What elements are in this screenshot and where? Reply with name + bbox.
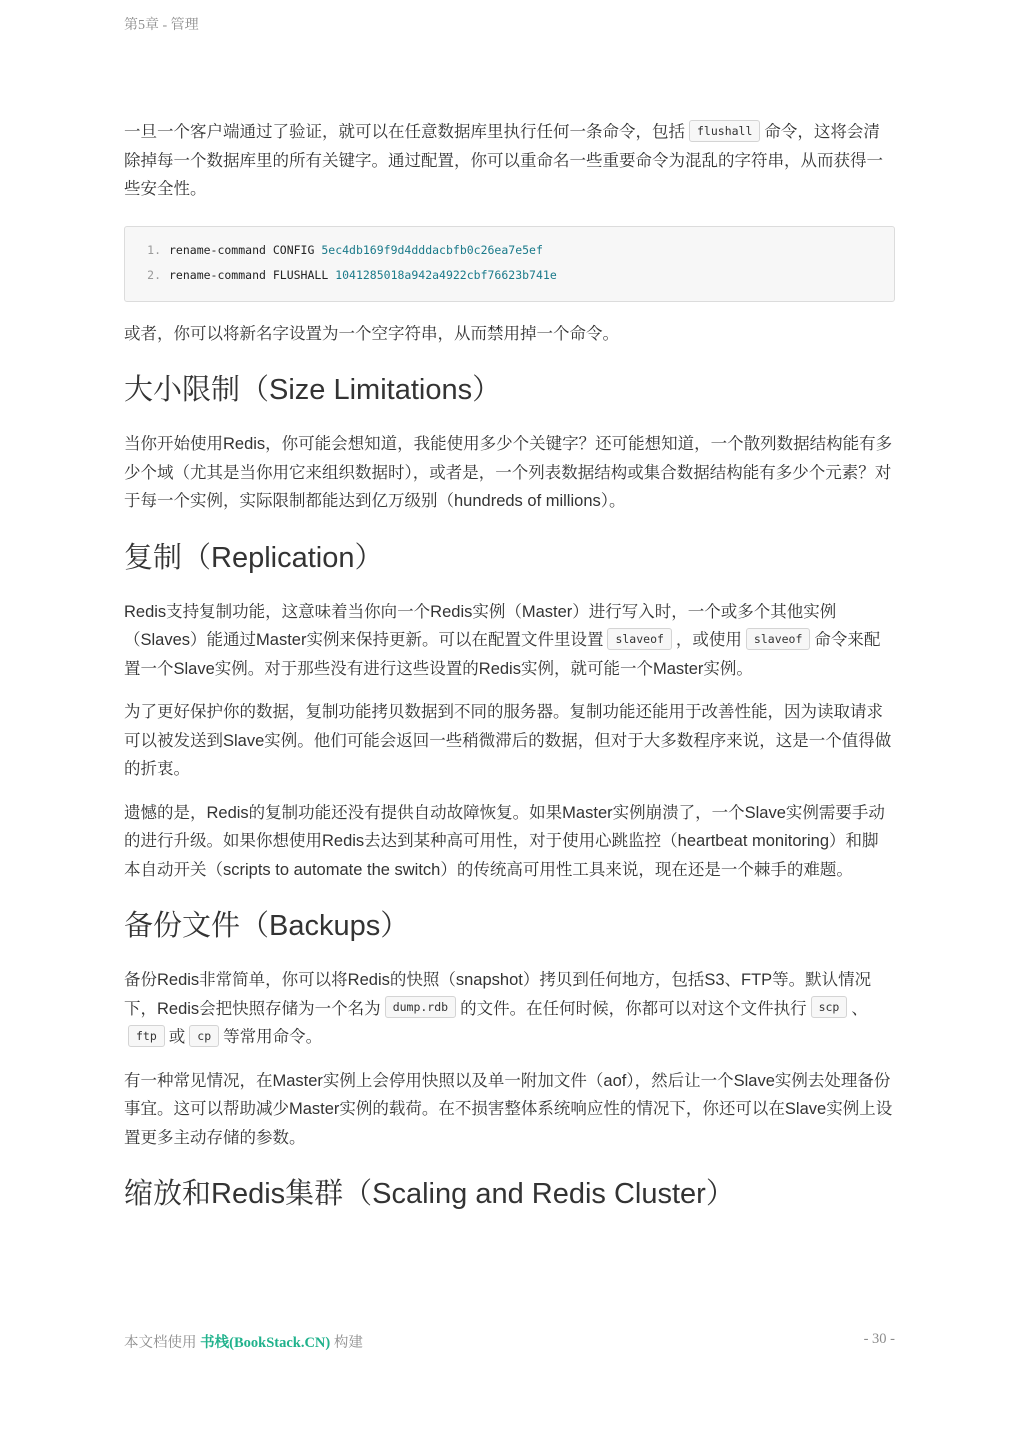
code-value: 5ec4db169f9d4dddacbfb0c26ea7e5ef xyxy=(321,242,543,257)
code-keyword: rename-command CONFIG xyxy=(169,242,315,257)
code-value: 1041285018a942a4922cbf76623b741e xyxy=(335,267,557,282)
scaling-heading: 缩放和Redis集群（Scaling and Redis Cluster） xyxy=(124,1178,735,1210)
replication-heading: 复制（Replication） xyxy=(124,541,384,574)
slaveof-command-code: slaveof xyxy=(746,628,810,650)
footer-prefix: 本文档使用 xyxy=(124,1335,197,1351)
backups-text-2: 的文件。在任何时候，你都可以对这个文件执行 xyxy=(460,999,807,1018)
replication-text-1: Redis支持复制功能，这意味着当你向一个Redis实例（Master）进行写入时，一个或多个其他实例（Slaves）能通过Master实例来保持更新。可以在配置文件里设置 xyxy=(124,602,837,649)
replication-paragraph-3: 遗憾的是，Redis的复制功能还没有提供自动故障恢复。如果Master实例崩溃了，一个Slave实例需要手动的进行升级。如果你想使用Redis去达到某种高可用性，对于使用心跳监控（heartbeat monitoring）和脚本自动开关（scripts to automate the switch）的传统高可用性工具来说，现在还是一个棘手的难题。 xyxy=(124,803,885,879)
code-block xyxy=(124,226,895,302)
code-line xyxy=(125,263,894,288)
size-limitations-paragraph: 当你开始使用Redis，你可能会想知道，我能使用多少个关键字？还可能想知道，一个散列数据结构能有多少个域（尤其是当你用它来组织数据时），或者是，一个列表数据结构或集合数据结构能有多少个元素？对于每一个实例，实际限制都能达到亿万级别（hundreds of millions）。 xyxy=(124,435,893,510)
code-line xyxy=(125,238,894,263)
chapter-header: 第5章 - 管理 xyxy=(124,18,199,33)
backups-text-1: 备份Redis非常简单，你可以将Redis的快照（snapshot）拷贝到任何地方，包括S3、FTP等。默认情况下，Redis会把快照存储为一个名为 xyxy=(124,971,872,1018)
page-content xyxy=(124,118,895,1234)
backups-text-3: 、 xyxy=(851,999,868,1018)
ftp-code: ftp xyxy=(128,1025,165,1047)
line-number: 2. xyxy=(147,267,161,282)
replication-paragraph-2: 为了更好保护你的数据，复制功能拷贝数据到不同的服务器。复制功能还能用于改善性能，因为读取请求可以被发送到Slave实例。他们可能会返回一些稍微滞后的数据，但对于大多数程序来说，这是一个值得做的折衷。 xyxy=(124,703,892,778)
line-number: 1. xyxy=(147,242,161,257)
alternative-paragraph: 或者，你可以将新名字设置为一个空字符串，从而禁用掉一个命令。 xyxy=(124,324,619,343)
page-number: - 30 - xyxy=(863,1331,895,1347)
backups-text-4: 或 xyxy=(168,1028,186,1046)
backups-heading: 备份文件（Backups） xyxy=(124,910,410,942)
backups-text-5: 等常用命令。 xyxy=(223,1028,323,1046)
size-limitations-heading: 大小限制（Size Limitations） xyxy=(124,374,502,406)
footer-credit xyxy=(124,1331,363,1352)
replication-paragraph-1 xyxy=(124,598,895,684)
auth-text-1: 一旦一个客户端通过了验证，就可以在任意数据库里执行任何一条命令，包括 xyxy=(124,123,685,141)
cp-code: cp xyxy=(189,1025,219,1047)
footer-suffix: 构建 xyxy=(333,1335,363,1351)
flushall-code: flushall xyxy=(689,120,760,142)
slaveof-config-code: slaveof xyxy=(607,628,671,650)
auth-text-2: 命令，这将会清除掉每一个数据库里的所有关键字。通过配置，你可以重命名一些重要命令为混乱的字符串，从而获得一些安全性。 xyxy=(124,123,883,198)
bookstack-link[interactable]: 书栈(BookStack.CN) xyxy=(200,1335,331,1351)
dump-rdb-code: dump.rdb xyxy=(385,996,456,1018)
code-keyword: rename-command FLUSHALL xyxy=(169,267,329,282)
replication-text-2: ，或使用 xyxy=(675,631,742,649)
backups-paragraph-1 xyxy=(124,966,895,1052)
replication-text-3: 命令来配置一个Slave实例。对于那些没有进行这些设置的Redis实例，就可能一个Master实例。 xyxy=(124,631,881,678)
auth-paragraph xyxy=(124,118,895,204)
scp-code: scp xyxy=(811,996,848,1018)
backups-paragraph-2: 有一种常见情况，在Master实例上会停用快照以及单一附加文件（aof），然后让一个Slave实例去处理备份事宜。这可以帮助减少Master实例的载荷。在不损害整体系统响应性的情况下，你还可以在Slave实例上设置更多主动存储的参数。 xyxy=(124,1071,893,1147)
